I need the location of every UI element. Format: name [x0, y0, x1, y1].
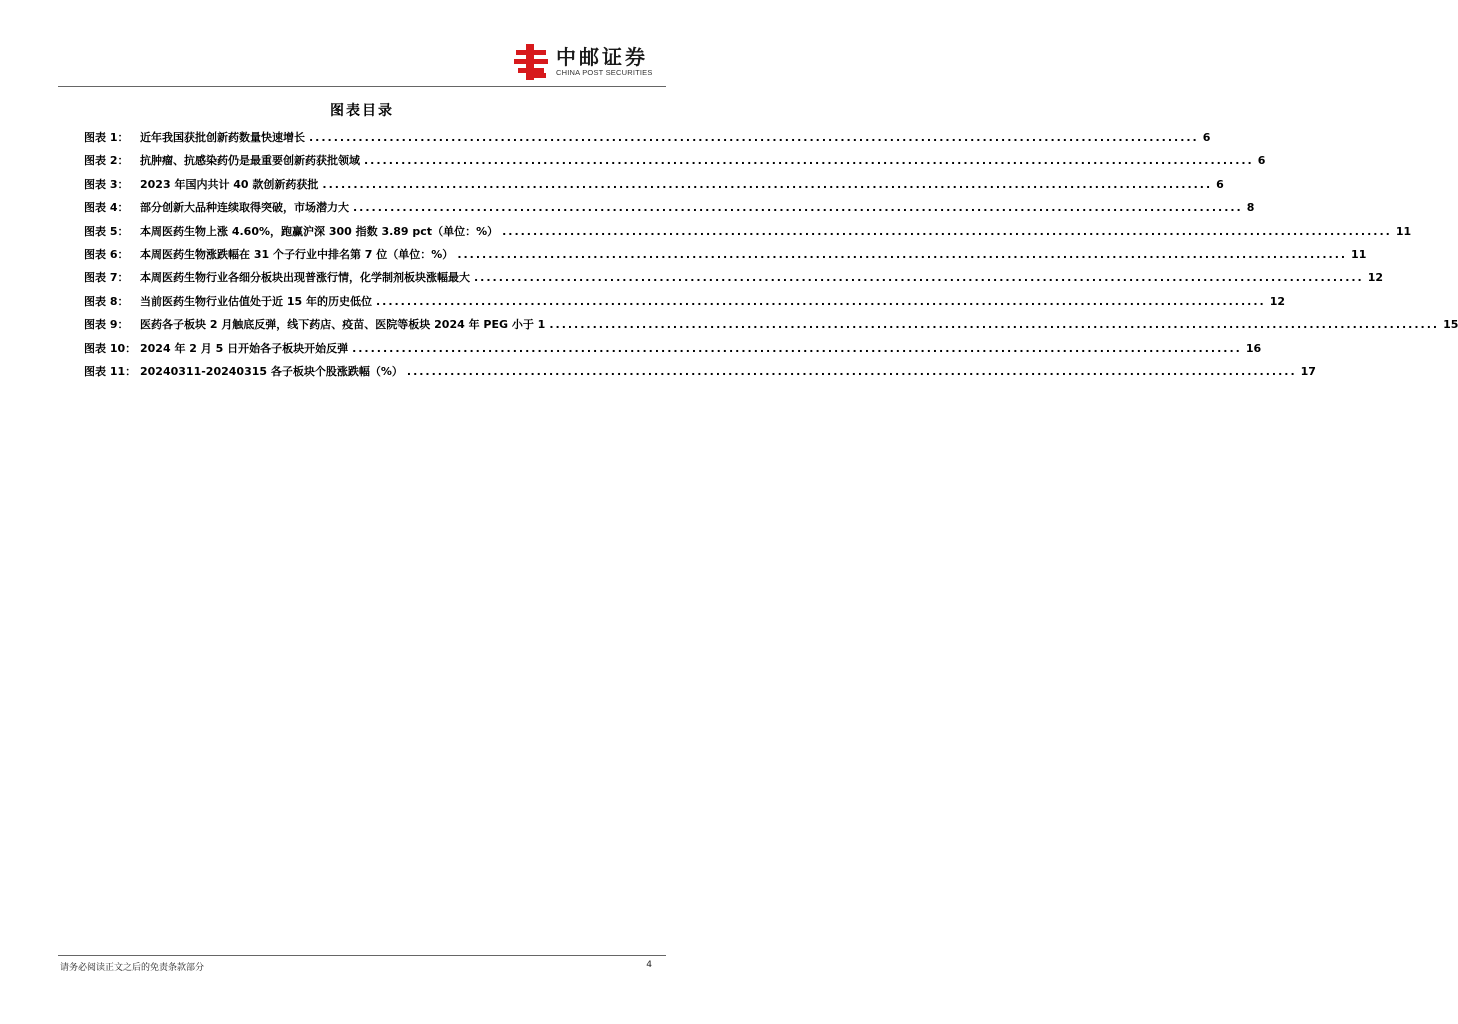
- toc-dot-leader: [353, 201, 1243, 214]
- toc-entry-label: 图表 6：: [84, 247, 129, 261]
- toc-entry-title: 本周医药生物涨跌幅在 31 个子行业中排名第 7 位（单位：%）: [140, 247, 454, 261]
- toc-entry-label: 图表 10：: [84, 341, 137, 355]
- toc-entry-page: 12: [1269, 294, 1286, 308]
- toc-entry-label: 图表 1：: [84, 131, 129, 144]
- toc-entry-title: 近年我国获批创新药数量快速增长: [140, 131, 305, 144]
- toc-entry[interactable]: [84, 363, 1316, 386]
- toc-entry-label: 图表 4：: [84, 201, 129, 215]
- toc-entry[interactable]: [84, 269, 1384, 292]
- toc-entry-page: 6: [1257, 154, 1266, 168]
- toc-entry-title: 当前医药生物行业估值处于近 15 年的历史低位: [140, 294, 372, 308]
- logo-english-name: CHINA POST SECURITIES: [556, 68, 653, 77]
- toc-entry[interactable]: [84, 340, 1262, 363]
- toc-dot-leader: [549, 318, 1439, 331]
- toc-dot-leader: [474, 271, 1364, 284]
- toc-entry-page: 16: [1245, 341, 1262, 355]
- toc-entry-title: 本周医药生物行业各细分板块出现普涨行情，化学制剂板块涨幅最大: [140, 271, 470, 285]
- toc-entry-page: 17: [1300, 364, 1316, 378]
- toc-entry[interactable]: [84, 223, 1412, 246]
- toc-entry[interactable]: [84, 129, 1211, 152]
- toc-entry[interactable]: [84, 199, 1255, 222]
- page-header: [0, 0, 724, 90]
- toc-entry[interactable]: [84, 246, 1367, 269]
- toc-entry-page: 8: [1246, 201, 1255, 215]
- toc-entry-title: 抗肿瘤、抗感染药仍是最重要创新药获批领域: [140, 154, 360, 168]
- toc-dot-leader: [502, 225, 1392, 238]
- toc-entry-page: 12: [1367, 271, 1384, 285]
- toc-entry-page: 6: [1202, 131, 1211, 144]
- company-logo: [512, 42, 653, 82]
- table-of-figures: [84, 129, 1458, 386]
- toc-entry-label: 图表 7：: [84, 271, 129, 285]
- toc-entry[interactable]: [84, 152, 1266, 175]
- header-divider: [58, 86, 666, 87]
- toc-entry-label: 图表 8：: [84, 294, 129, 308]
- toc-title: 图表目录: [330, 103, 394, 119]
- toc-dot-leader: [309, 131, 1199, 144]
- toc-entry-label: 图表 3：: [84, 177, 129, 191]
- toc-entry-title: 部分创新大品种连续取得突破，市场潜力大: [140, 201, 349, 215]
- toc-dot-leader: [322, 178, 1212, 191]
- toc-entry-title: 2023 年国内共计 40 款创新药获批: [140, 177, 319, 191]
- toc-entry-title: 医药各子板块 2 月触底反弹，线下药店、疫苗、医院等板块 2024 年 PEG 小于 1: [140, 318, 546, 332]
- footer-divider: [58, 955, 666, 956]
- toc-entry-label: 图表 11：: [84, 364, 137, 378]
- toc-dot-leader: [407, 365, 1297, 378]
- china-post-logo-icon: [512, 42, 552, 82]
- page-number: 4: [646, 960, 652, 970]
- disclaimer-note: 请务必阅读正文之后的免责条款部分: [60, 963, 205, 973]
- toc-entry-title: 2024 年 2 月 5 日开始各子板块开始反弹: [140, 341, 349, 355]
- toc-entry[interactable]: [84, 316, 1458, 339]
- toc-entry-page: 11: [1351, 247, 1367, 261]
- toc-entry-title: 20240311-20240315 各子板块个股涨跌幅（%）: [140, 364, 403, 378]
- toc-entry[interactable]: [84, 176, 1224, 199]
- toc-entry-label: 图表 5：: [84, 224, 129, 238]
- toc-entry-page: 15: [1443, 318, 1458, 332]
- toc-entry-title: 本周医药生物上涨 4.60%，跑赢沪深 300 指数 3.89 pct（单位：%）: [140, 224, 499, 238]
- toc-dot-leader: [352, 342, 1242, 355]
- toc-entry-page: 11: [1395, 224, 1412, 238]
- logo-chinese-name: 中邮证券: [556, 45, 648, 69]
- toc-entry-label: 图表 2：: [84, 154, 129, 168]
- toc-entry-page: 6: [1216, 177, 1224, 191]
- toc-entry[interactable]: [84, 293, 1286, 316]
- toc-dot-leader: [376, 295, 1266, 308]
- toc-dot-leader: [457, 248, 1347, 261]
- toc-entry-label: 图表 9：: [84, 318, 129, 332]
- toc-dot-leader: [364, 154, 1254, 167]
